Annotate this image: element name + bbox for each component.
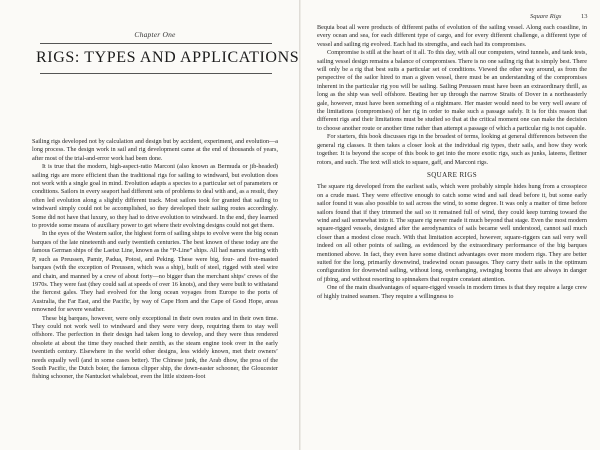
section-heading: SQUARE RIGS [426, 170, 478, 179]
paragraph: These big barques, however, were only exceptional in their own routes and in their own time. They could not work well to windward and they were very deep, requiring them to stay well offshore. The perfection in their design had taken long to develop, and they were thus rendered obsolete at about the time they reached their zenith, as the steam engine took over in the early twentieth century. Elsewhere in the world other designs, less widely known, met their owners’ needs equally well (and in some cases better). The Chinese junk, the Arab dhow, the proa of the South Pacific, the Dutch boier, the famous clipper ship, the down-easter schooner, the Gloucester fishing schooner, the Nantucket whaleboat, even the little sixteen-foot [32, 314, 278, 381]
page-number: 13 [581, 13, 588, 20]
chapter-title: RIGS: TYPES AND APPLICATIONS [36, 49, 300, 66]
left-body-text [32, 138, 278, 382]
paragraph: Bequia boat all were products of different paths of evolution of the sailing vessel. Along each coastline, in every ocean and sea, for each different type of cargo, and for every different challenge, a different type of vessel and sailing rig evolved. Each had its strengths, and each had its compromises. [317, 24, 587, 48]
title-rule-bottom [40, 73, 272, 74]
left-page [0, 0, 299, 450]
title-rule-top [40, 43, 272, 44]
paragraph: Sailing rigs developed not by calculation and design but by accident, experiment, and evolution—a long process. The design work in sail and rig development came at the end of thousands of years, after most of the trial-and-error work had been done. [32, 138, 278, 162]
paragraph: In the eyes of the Western sailor, the highest form of sailing ships to evolve were the big ocean barques of the late nineteenth and early twentieth centuries. The best known of these today are the famous German ships of the Laeisz Line, known as the “P-Line” ships. All had names starting with P, such as Preussen, Pamir, Padua, Potosi, and Peking. These were big, four- and five-masted barques (with the exception of Preussen, which was a ship), built of steel, rigged with steel wire and chain, and manned by a crew of about forty—no bigger than the merchant ships’ crews of the 1970s. They were fast (they could sail at speeds of over 16 knots), and they were built to withstand the fiercest gales. They had evolved for the long ocean voyages from Europe to the ports of Australia, the Far East, and the Pacific, by way of Cape Horn and the Cape of Good Hope, areas renowned for severe weather. [32, 230, 278, 314]
paragraph: The square rig developed from the earliest sails, which were probably simple hides hung from a crosspiece on a crude mast. They were effective enough to catch some wind and sail dead before it, but some early sailor found it was also possible to sail across the wind, to some degree. It was only a matter of time before sailors found that if they trimmed the sail so it remained full of wind, they could keep turning toward the wind and sail somewhat into it. The square rig never made it much beyond that stage. Even the most modern square-rigged vessels, designed after the aerodynamics of sails became well understood, cannot sail much closer than a modest close reach. With that limitation accepted, however, square-riggers can sail very well indeed on all other points of sailing, as evidenced by the extraordinary performance of the big barques mentioned above. In fact, they even have some distinct advantages over more modern rigs. They are better suited for the long, primarily downwind, tradewind ocean passages. They carry their sails in the optimum configuration for downwind sailing, without long, overhanging, swinging booms that are always in danger of jibing, and without resorting to spinnakers that require constant attention. [317, 183, 587, 283]
paragraph: For starters, this book discusses rigs in the broadest of terms, looking at general differences between the general rig classes. It then takes a closer look at the individual rig types, their sails, and how they work together. It is beyond the scope of this book to get into the more exotic rigs, such as junks, lateens, flettner rotors, and such. The text will stick to square, gaff, and Marconi rigs. [317, 133, 587, 166]
right-body-text [317, 24, 587, 301]
paragraph: One of the main disadvantages of square-rigged vessels in modern times is that they require a large crew of highly trained seamen. They require a willingness to [317, 284, 587, 300]
paragraph: Compromise is still at the heart of it all. To this day, with all our computers, wind tunnels, and tank tests, sailing vessel design remains a balance of compromises. There is no one sailing rig that is simply best. There will only be a rig that best suits a particular set of conditions. Viewed the other way around, as from the perspective of the sailor hired to man a given vessel, there must be an understanding of the compromises inherent in the particular rig you will be sailing. Sailing Preussen must have been an extraordinary thrill, as long as the ship was well offshore. Beating her up through the narrow Straits of Dover in a northeasterly gale, however, must have been something of a nightmare. Her master would need to be very well aware of the limitations (compromises) of her rig in order to make such a passage safely. It is for this reason that different rigs and their limitations must be studied so that at the critical moment one can make the decision to choose another route or another time rather than attempt a passage of which a particular rig is not capable. [317, 49, 587, 132]
right-page [301, 0, 600, 450]
running-head: Square Rigs [530, 13, 562, 20]
chapter-label: Chapter One [134, 30, 176, 39]
paragraph: It is true that the modern, high-aspect-ratio Marconi (also known as Bermuda or jib-headed) sailing rigs are more efficient than the traditional rigs for sailing to windward, but evolution does not work with a single goal in mind. Evolution adapts a species to a particular set of parameters or conditions. Sailors in every seaport had different sets of problems to deal with and, as a result, they often led evolution along a slightly different track. Most sailors took for granted that sailing to windward simply could not be accomplished, so they developed their sailing routes accordingly. Some did not have that luxury, so they had to drive evolution to windward. In the end, they learned to provide some means of auxiliary power to get where their evolving designs could not get them. [32, 163, 278, 230]
